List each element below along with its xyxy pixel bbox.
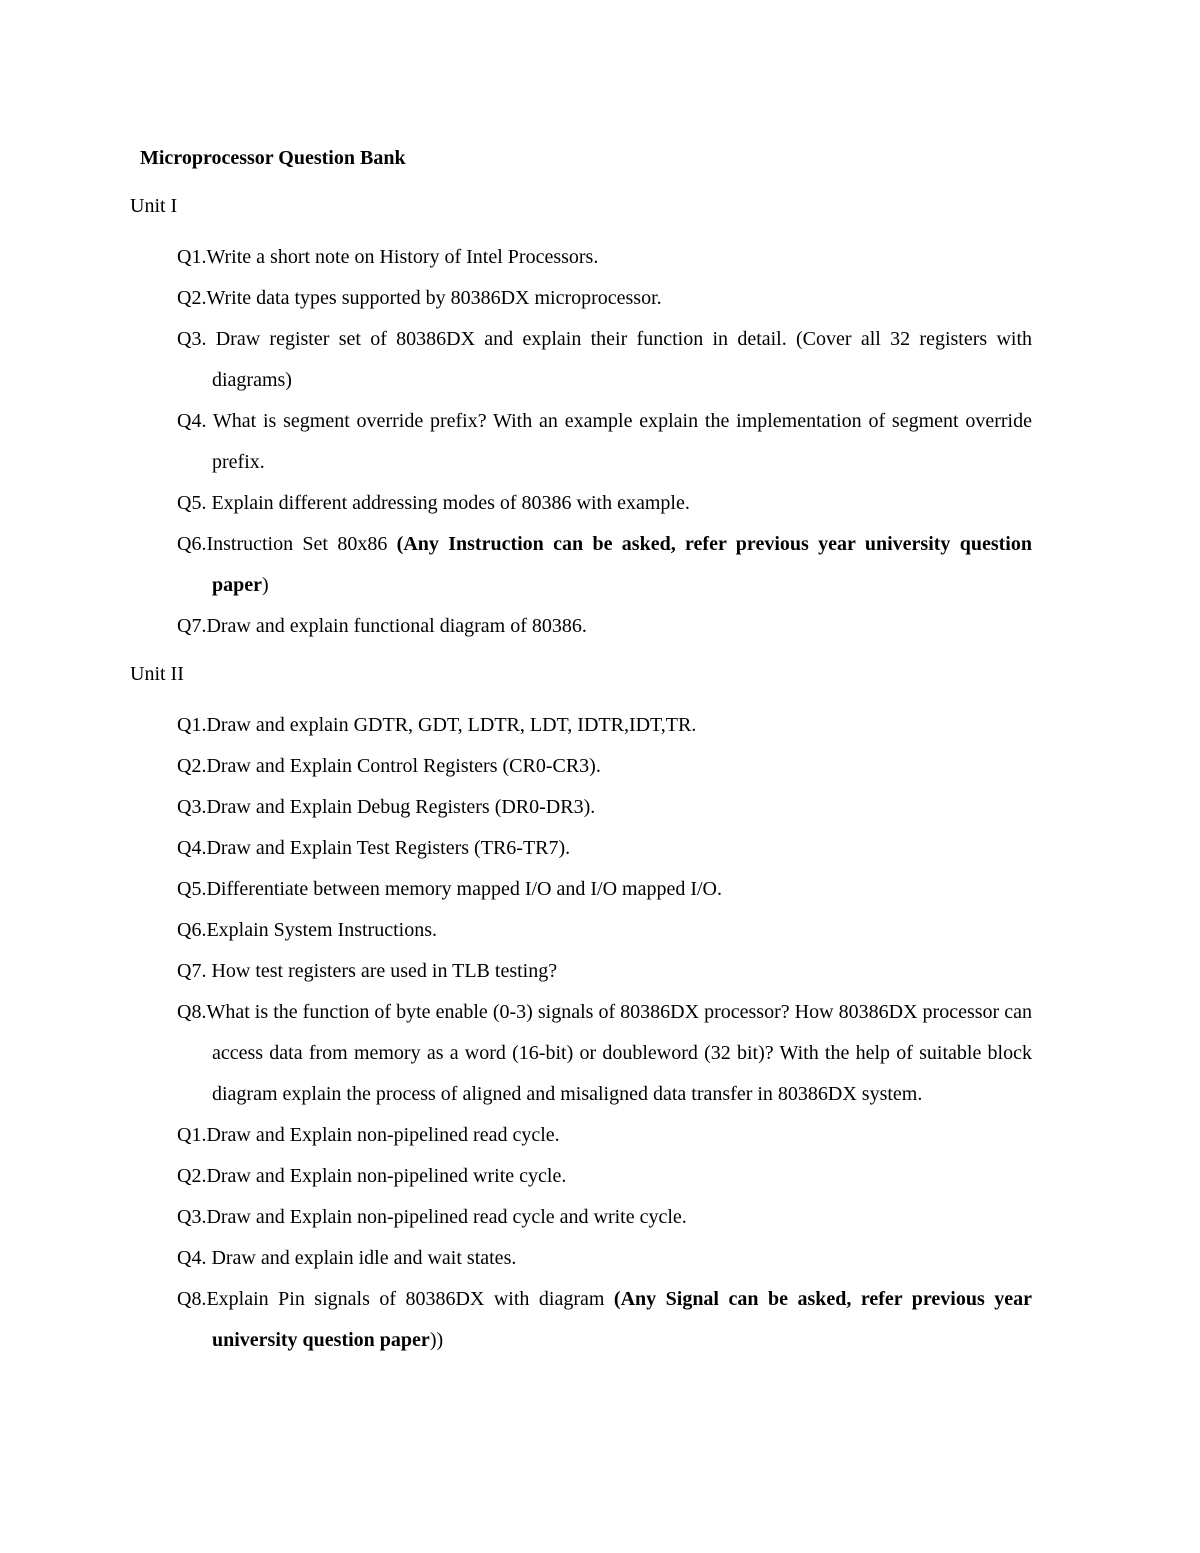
question-text: Q6.Instruction Set 80x86 (177, 533, 397, 555)
question-text: Q1.Write a short note on History of Intel Processors. (177, 246, 599, 268)
question-text: Q4. Draw and explain idle and wait states. (177, 1247, 517, 1269)
question-item (177, 237, 1032, 278)
question-text: Q3.Draw and Explain Debug Registers (DR0-DR3). (177, 796, 596, 818)
question-text: Q1.Draw and explain GDTR, GDT, LDTR, LDT, IDTR,IDT,TR. (177, 714, 697, 736)
document-title: Microprocessor Question Bank (140, 147, 406, 169)
question-text: Q6.Explain System Instructions. (177, 919, 437, 941)
question-after-text: )) (429, 1329, 444, 1351)
question-item (177, 869, 1032, 910)
question-item (177, 746, 1032, 787)
question-text: Q2.Write data types supported by 80386DX microprocessor. (177, 287, 662, 309)
question-item (177, 828, 1032, 869)
question-item (177, 787, 1032, 828)
question-text: Q1.Draw and Explain non-pipelined read cycle. (177, 1124, 560, 1146)
question-item (177, 1115, 1032, 1156)
question-text: Q3.Draw and Explain non-pipelined read cycle and write cycle. (177, 1206, 687, 1228)
question-item (177, 606, 1032, 647)
question-item (177, 1279, 1032, 1361)
question-text: Q2.Draw and Explain Control Registers (CR0-CR3). (177, 755, 601, 777)
question-item (177, 319, 1032, 401)
question-item (177, 401, 1032, 483)
question-bold-text: (Any Instruction can be asked, refer previous year university question paper (212, 533, 1032, 596)
question-item (177, 524, 1032, 606)
question-item (177, 951, 1032, 992)
question-text: Q3. Draw register set of 80386DX and explain their function in detail. (Cover all 32 registers with diagrams) (177, 328, 1032, 391)
unit-2-question-list (177, 705, 1150, 1361)
question-item (177, 1197, 1032, 1238)
question-after-text: ) (262, 574, 269, 596)
unit-1-heading: Unit I (130, 195, 178, 217)
question-text: Q8.What is the function of byte enable (0-3) signals of 80386DX processor? How 80386DX processor can access data from memory as a word (16-bit) or doubleword (32 bit)? With the help of suitable block diagram explain the process of aligned and misaligned data transfer in 80386DX system. (177, 1001, 1032, 1105)
question-item (177, 992, 1032, 1115)
question-item (177, 910, 1032, 951)
question-item (177, 1238, 1032, 1279)
question-item (177, 483, 1032, 524)
question-text: Q7. How test registers are used in TLB testing? (177, 960, 558, 982)
question-text: Q4. What is segment override prefix? With an example explain the implementation of segment override prefix. (177, 410, 1032, 473)
question-item (177, 278, 1032, 319)
question-item (177, 705, 1032, 746)
question-text: Q7.Draw and explain functional diagram of 80386. (177, 615, 587, 637)
question-item (177, 1156, 1032, 1197)
question-text: Q4.Draw and Explain Test Registers (TR6-TR7). (177, 837, 571, 859)
question-text: Q5. Explain different addressing modes of 80386 with example. (177, 492, 690, 514)
unit-2-heading: Unit II (130, 663, 184, 685)
question-bold-text: (Any Signal can be asked, refer previous year university question paper (212, 1288, 1032, 1351)
question-text: Q5.Differentiate between memory mapped I/O and I/O mapped I/O. (177, 878, 722, 900)
question-text: Q2.Draw and Explain non-pipelined write cycle. (177, 1165, 567, 1187)
question-text: Q8.Explain Pin signals of 80386DX with diagram (177, 1288, 614, 1310)
unit-1-question-list (177, 237, 1150, 647)
